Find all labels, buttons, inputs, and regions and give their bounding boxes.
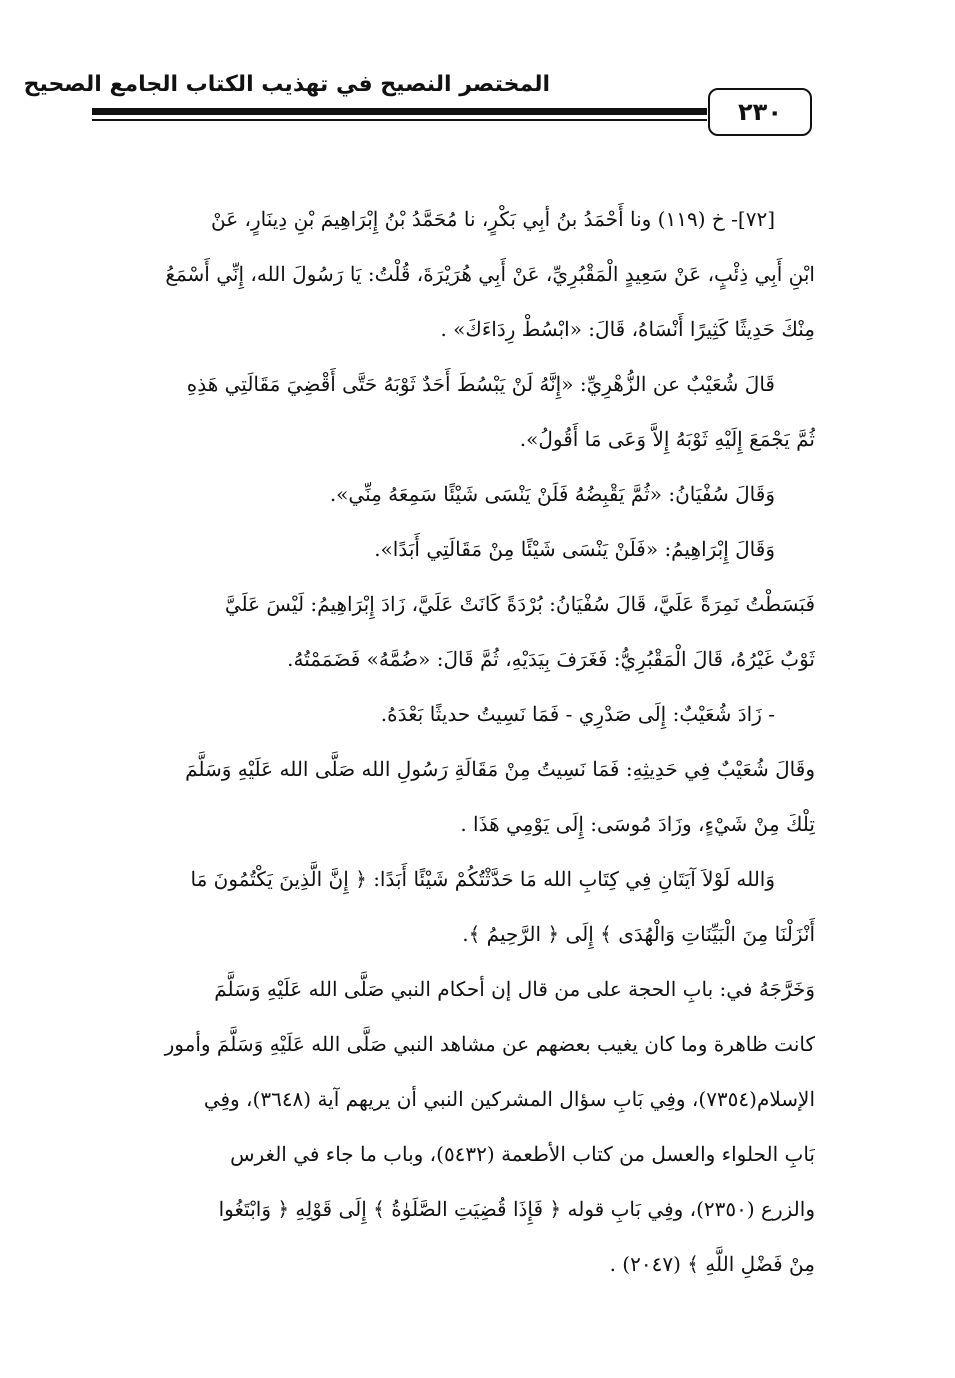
sufyan-paragraph [80,467,815,522]
text-line: الإسلام(٧٣٥٤)، وفِي بَابِ سؤال المشركين النبي أن يريهم آية (٣٦٤٨)، وفِي [203,1087,815,1111]
text-line: ثَوْبٌ غَيْرُهُ، قَالَ الْمَقْبُرِيُّ: فَغَرَفَ بِيَدَيْهِ، ثُمَّ قَالَ: «ضُمَّهُ» فَضَمَمْتُهُ. [287,647,815,671]
shuayb-hadith-paragraph [80,742,815,852]
quran-verse-paragraph [80,852,815,962]
namira-paragraph [80,577,815,687]
header-title: المختصر النصيح في تهذيب الكتاب الجامع الصحيح [23,72,550,97]
text-line: فَبَسَطْتُ نَمِرَةً عَلَيَّ، قَالَ سُفْيَانُ: بُرْدَةً كَانَتْ عَلَيَّ، زَادَ إِبْرَاهِيمُ: لَيْسَ عَلَيَّ [224,592,815,616]
text-line: وقَالَ شُعَيْبٌ فِي حَدِيثِهِ: فَمَا نَسِيتُ مِنْ مَقَالَةِ رَسُولِ الله صَلَّى الله عَلَيْهِ وَسَلَّمَ [185,757,815,781]
text-line: - زَادَ شُعَيْبٌ: إِلَى صَدْرِي - فَمَا نَسِيتُ حديثًا بَعْدَهُ. [380,702,775,726]
header-rule-thick [92,108,707,115]
text-line: كانت ظاهرة وما كان يغيب بعضهم عن مشاهد النبي صَلَّى الله عَلَيْهِ وَسَلَّمَ وأمور [164,1032,815,1056]
text-line: مِنْكَ حَدِيثًا كَثِيرًا أَنْسَاهُ، قَالَ: «ابْسُطْ رِدَاءَكَ» . [440,317,815,341]
shuayb-addition-paragraph [80,687,815,742]
text-line: [٧٢]- خ (١١٩) ونا أَحْمَدُ بنُ أبِي بَكْرٍ، نا مُحَمَّدُ بْنُ إِبْرَاهِيمَ بْنِ دِينَارٍ، عَنْ [210,207,775,231]
takhrij-paragraph [80,962,815,1292]
page-number: ٢٣٠ [738,98,782,126]
hadith-text [80,192,815,1292]
text-line: والزرع (٢٣٥٠)، وفِي بَابِ قوله ﴿ فَإِذَا قُضِيَتِ الصَّلَوٰةُ ﴾ إِلَى قَوْلِهِ ﴿ وَابْتَغُوا [218,1197,815,1221]
text-line: وَقَالَ إِبْرَاهِيمُ: «فَلَنْ يَنْسَى شَيْئًا مِنْ مَقَالَتِي أَبَدًا». [374,537,775,561]
text-line: وَقَالَ سُفْيَانُ: «ثُمَّ يَقْبِضُهُ فَلَنْ يَنْسَى شَيْئًا سَمِعَهُ مِنِّي». [329,482,775,506]
text-line: تِلْكَ مِنْ شَيْءٍ، وزَادَ مُوسَى: إِلَى يَوْمِي هَذَا . [460,812,815,836]
page-number-box [708,88,812,136]
header-rule-thin [92,119,707,121]
text-line: بَابِ الحلواء والعسل من كتاب الأطعمة (٥٤٣٢)، وباب ما جاء في الغرس [230,1142,815,1166]
text-line: مِنْ فَضْلِ اللَّهِ ﴾ (٢٠٤٧) . [609,1252,815,1276]
hadith-paragraph [80,192,815,357]
text-line: وَخَرَّجَهُ في: بابِ الحجة على من قال إن أحكام النبي صَلَّى الله عَلَيْهِ وَسَلَّمَ [214,977,815,1001]
text-line: ثُمَّ يَجْمَعَ إِلَيْهِ ثَوْبَهُ إِلاَّ وَعَى مَا أَقُولُ». [519,427,815,451]
text-line: قَالَ شُعَيْبٌ عن الزُّهْرِيِّ: «إِنَّهُ لَنْ يَبْسُطَ أَحَدٌ ثَوْبَهُ حَتَّى أَقْضِيَ مَقَالَتِي هَذِهِ [186,372,775,396]
ibrahim-paragraph [80,522,815,577]
text-line: أَنْزَلْنَا مِنَ الْبَيِّنَاتِ وَالْهُدَى ﴾ إِلَى ﴿ الرَّحِيمُ ﴾. [462,922,815,946]
text-line: ابْنِ أَبِي ذِئْبٍ، عَنْ سَعِيدٍ الْمَقْبُرِيِّ، عَنْ أَبِي هُرَيْرَةَ، قُلْتُ: يَا رَسُولَ الله، إِنِّي أَسْمَعُ [165,262,815,286]
shuayb-paragraph [80,357,815,467]
text-line: وَالله لَوْلاَ آيَتَانِ فِي كِتَابِ الله مَا حَدَّثْتُكُمْ شَيْئًا أَبَدًا: ﴿ إِنَّ الَّذِينَ يَكْتُمُونَ مَا [190,867,775,891]
